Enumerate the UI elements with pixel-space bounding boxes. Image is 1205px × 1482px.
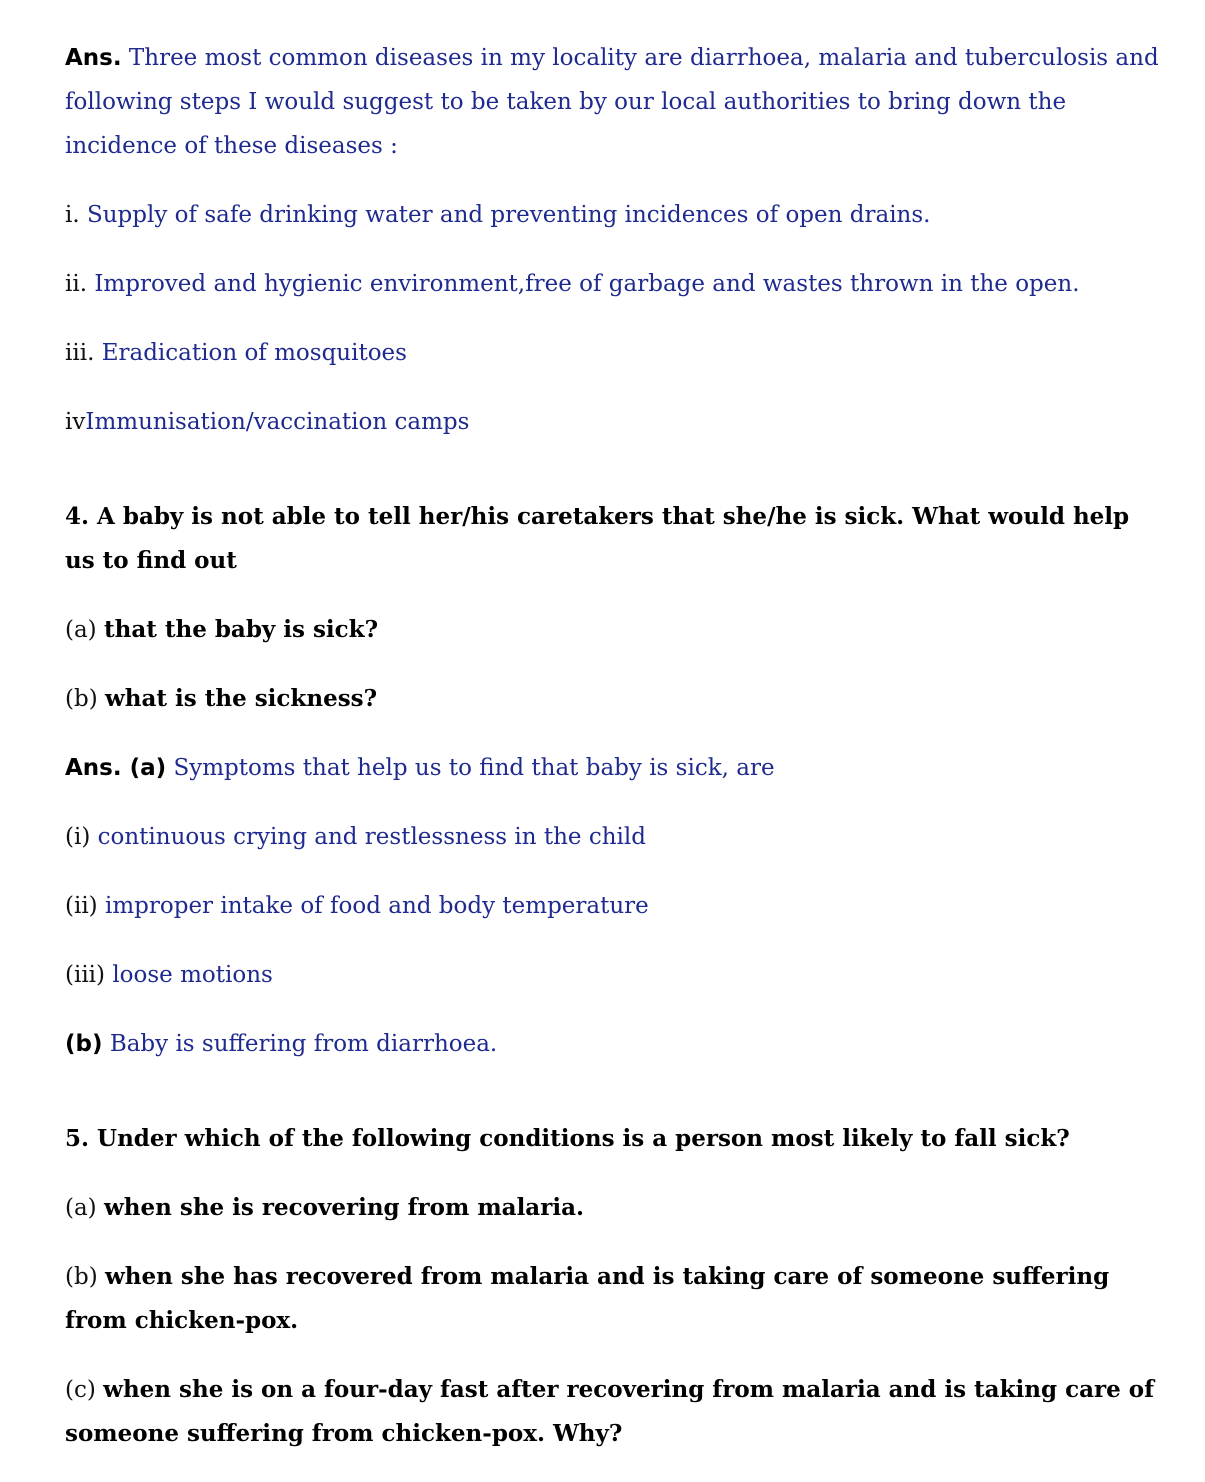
document-page	[65, 36, 1160, 1456]
question4-part-text: what is the sickness?	[104, 685, 378, 712]
question4-title	[65, 495, 1160, 583]
question5-number: 5.	[65, 1125, 90, 1152]
answer4-intro-text: Symptoms that help us to find that baby is sick, are	[173, 755, 775, 781]
question5-option-text: when she is on a four-day fast after recovering from malaria and is taking care of someone suffering from chicken-pox. Why?	[65, 1376, 1154, 1447]
answer3-item-marker: iv	[65, 409, 86, 435]
answer3-item-marker: ii.	[65, 271, 88, 297]
answer3-intro-text: Three most common diseases in my locality are diarrhoea, malaria and tuberculosis and following steps I would suggest to be taken by our local authorities to bring down the incidence of these diseases :	[65, 45, 1159, 159]
answer3-item	[65, 400, 1160, 444]
answer4-item-marker: (iii)	[65, 962, 106, 988]
answer4-item-marker: (i)	[65, 824, 91, 850]
answer3-item-text: Improved and hygienic environment,free of garbage and wastes thrown in the open.	[94, 271, 1080, 297]
question4-number: 4.	[65, 503, 90, 530]
question4-part-text: that the baby is sick?	[103, 616, 379, 643]
answer3-label: Ans.	[65, 45, 122, 71]
answer4-item-text: improper intake of food and body temperature	[104, 893, 649, 919]
question5-option-marker: (c)	[65, 1377, 96, 1403]
question5-title	[65, 1117, 1160, 1161]
answer3-item	[65, 262, 1160, 306]
answer4-item-marker: (ii)	[65, 893, 98, 919]
answer4-item-text: continuous crying and restlessness in the child	[97, 824, 646, 850]
question4-part-marker: (a)	[65, 617, 97, 643]
question4-part-marker: (b)	[65, 686, 98, 712]
answer4-b	[65, 1022, 1160, 1066]
question5-text: Under which of the following conditions is a person most likely to fall sick?	[97, 1125, 1070, 1152]
answer4-label: Ans. (a)	[65, 755, 167, 781]
answer4-b-label: (b)	[65, 1031, 103, 1057]
answer3-item	[65, 193, 1160, 237]
question4-part	[65, 608, 1160, 652]
answer3-item-marker: iii.	[65, 340, 95, 366]
question5-option-text: when she is recovering from malaria.	[103, 1194, 584, 1221]
question5-option	[65, 1186, 1160, 1230]
question5-option-marker: (a)	[65, 1195, 97, 1221]
question4-text: A baby is not able to tell her/his caretakers that she/he is sick. What would help us to find out	[65, 503, 1130, 574]
answer3-intro	[65, 36, 1160, 168]
answer4-item	[65, 884, 1160, 928]
question5-option-text: when she has recovered from malaria and is taking care of someone suffering from chicken-pox.	[65, 1263, 1110, 1334]
answer4-item	[65, 815, 1160, 859]
answer3-item	[65, 331, 1160, 375]
answer3-item-text: Eradication of mosquitoes	[101, 340, 407, 366]
question5-option-marker: (b)	[65, 1264, 98, 1290]
answer4-b-text: Baby is suffering from diarrhoea.	[109, 1031, 498, 1057]
answer3-item-text: Supply of safe drinking water and preventing incidences of open drains.	[86, 202, 931, 228]
question4-part	[65, 677, 1160, 721]
answer3-item-text: Immunisation/vaccination camps	[85, 409, 470, 435]
answer3-item-marker: i.	[65, 202, 80, 228]
question5-option	[65, 1255, 1160, 1343]
answer4-item-text: loose motions	[112, 962, 273, 988]
answer4-intro	[65, 746, 1160, 790]
answer4-item	[65, 953, 1160, 997]
question5-option	[65, 1368, 1160, 1456]
